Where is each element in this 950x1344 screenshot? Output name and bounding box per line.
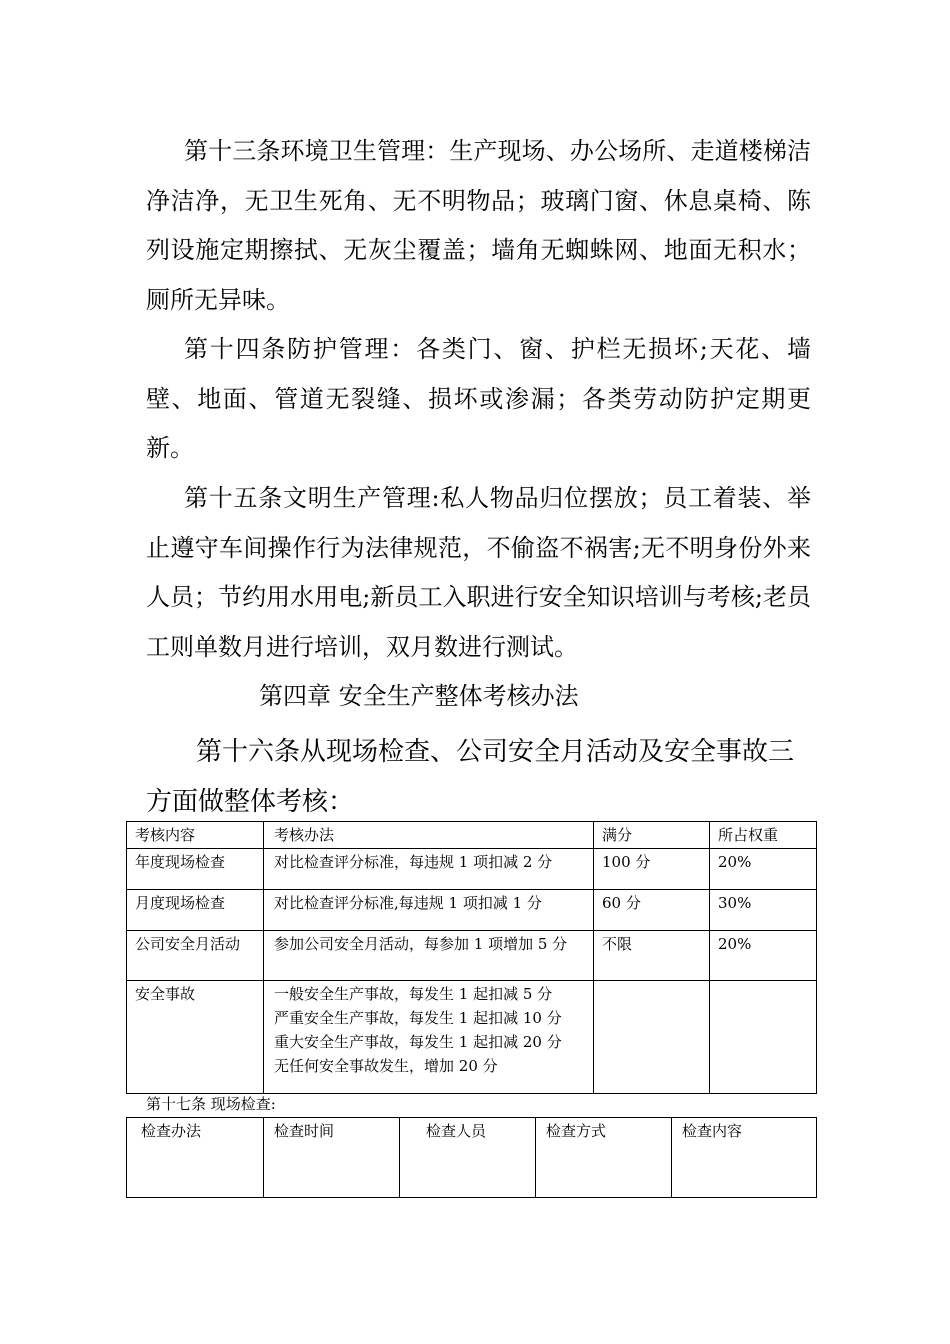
method-line: 一般安全生产事故，每发生 1 起扣减 5 分 (274, 985, 553, 1003)
header-cell: 检查方式 (536, 1118, 672, 1198)
score-cell (594, 981, 710, 1094)
score-cell: 60 分 (594, 890, 710, 931)
header-cell: 检查办法 (127, 1118, 264, 1198)
weight-cell (710, 981, 817, 1094)
item-cell: 月度现场检查 (127, 890, 264, 931)
method-cell (264, 981, 594, 1094)
table-row (127, 890, 817, 931)
header-cell: 满分 (594, 822, 710, 849)
item-cell: 公司安全月活动 (127, 931, 264, 981)
table-header-row (127, 822, 817, 849)
article-14-paragraph: 第十四条防护管理：各类门、窗、护栏无损坏;天花、墙壁、地面、管道无裂缝、损坏或渗漏；各类劳动防护定期更新。 (146, 335, 811, 462)
method-line: 无任何安全事故发生，增加 20 分 (274, 1057, 498, 1075)
weight-cell: 20% (710, 849, 817, 890)
header-cell: 检查时间 (264, 1118, 400, 1198)
inspection-table (126, 1117, 817, 1198)
item-cell: 年度现场检查 (127, 849, 264, 890)
weight-cell: 30% (710, 890, 817, 931)
table-row (127, 981, 817, 1094)
article-16-paragraph: 第十六条从现场检查、公司安全月活动及安全事故三方面做整体考核： (146, 737, 795, 817)
article-13-paragraph: 第十三条环境卫生管理：生产现场、办公场所、走道楼梯洁净洁净，无卫生死角、无不明物品；玻璃门窗、休息桌椅、陈列设施定期擦拭、无灰尘覆盖；墙角无蜘蛛网、地面无积水；厕所无异味。 (146, 137, 811, 314)
header-cell: 考核内容 (127, 822, 264, 849)
method-cell: 参加公司安全月活动，每参加 1 项增加 5 分 (264, 931, 594, 981)
chapter-title: 第四章 安全生产整体考核办法 (259, 682, 579, 710)
assessment-table (126, 821, 817, 1094)
table-row (127, 849, 817, 890)
method-line: 严重安全生产事故，每发生 1 起扣减 10 分 (274, 1009, 562, 1027)
score-cell: 100 分 (594, 849, 710, 890)
item-cell: 安全事故 (127, 981, 264, 1094)
article-17-heading: 第十七条 现场检查: (146, 1095, 276, 1113)
table-header-row (127, 1118, 817, 1198)
method-cell: 对比检查评分标准，每违规 1 项扣减 2 分 (264, 849, 594, 890)
table-row (127, 931, 817, 981)
method-line: 重大安全生产事故，每发生 1 起扣减 20 分 (274, 1033, 562, 1051)
header-cell: 所占权重 (710, 822, 817, 849)
weight-cell: 20% (710, 931, 817, 981)
score-cell: 不限 (594, 931, 710, 981)
article-15-paragraph: 第十五条文明生产管理:私人物品归位摆放；员工着装、举止遵守车间操作行为法律规范，不偷盗不祸害;无不明身份外来人员；节约用水用电;新员工入职进行安全知识培训与考核;老员工则单数月进行培训，双月数进行测试。 (146, 484, 811, 661)
method-cell: 对比检查评分标准,每违规 1 项扣减 1 分 (264, 890, 594, 931)
header-cell: 检查内容 (672, 1118, 817, 1198)
header-cell: 考核办法 (264, 822, 594, 849)
header-cell: 检查人员 (400, 1118, 536, 1198)
